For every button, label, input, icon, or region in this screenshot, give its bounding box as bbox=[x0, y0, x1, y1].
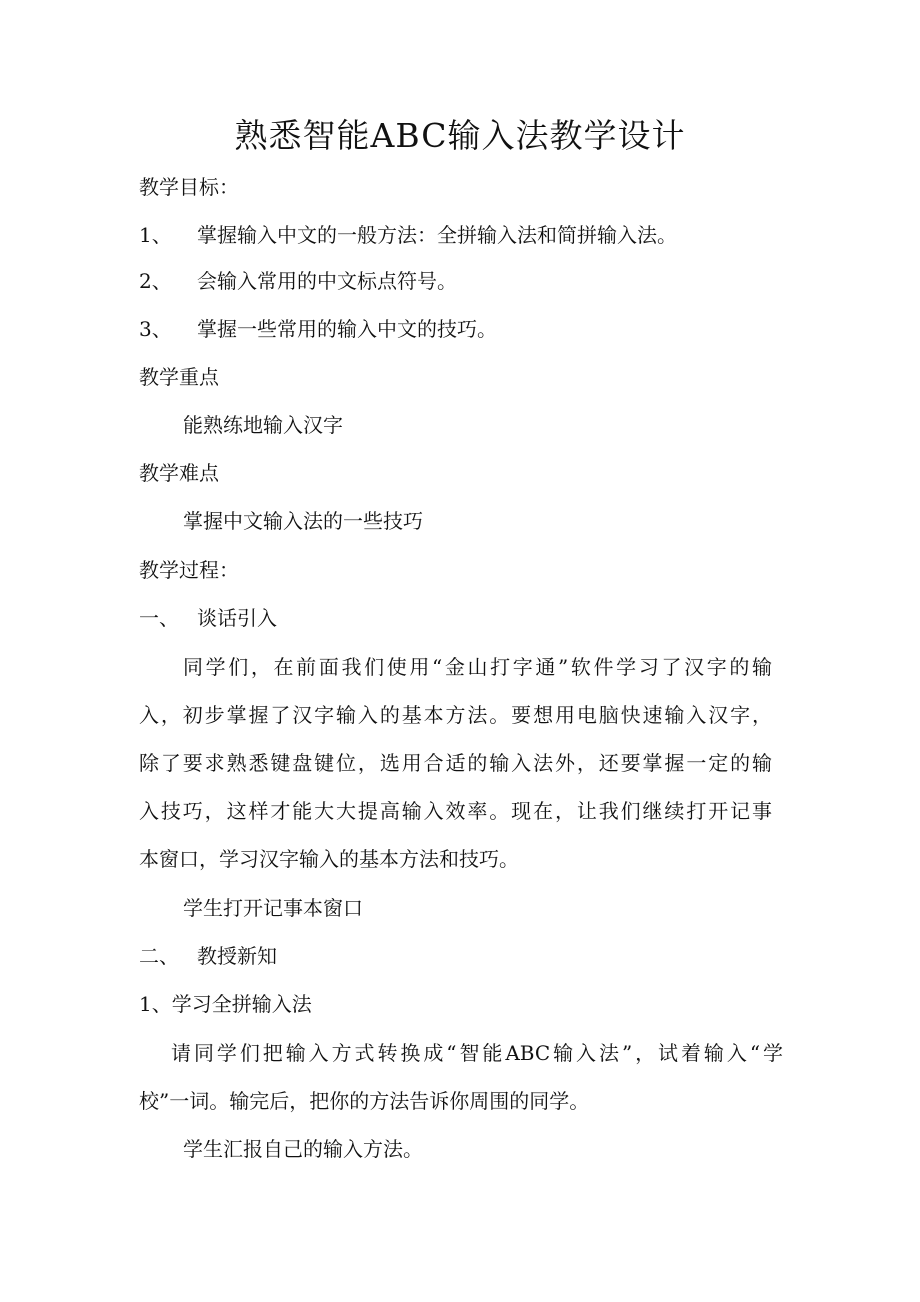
difficulty-text: 掌握中文输入法的一些技巧 bbox=[183, 509, 423, 533]
goal-number: 1、 bbox=[139, 223, 172, 247]
subsection-heading: 1、学习全拼输入法 bbox=[139, 992, 312, 1016]
goal-number: 3、 bbox=[139, 317, 172, 341]
goal-text: 掌握输入中文的一般方法：全拼输入法和简拼输入法。 bbox=[197, 223, 677, 247]
paragraph-line: 校”一词。输完后，把你的方法告诉你周围的同学。 bbox=[139, 1089, 590, 1113]
key-point-text: 能熟练地输入汉字 bbox=[183, 413, 343, 437]
section-number: 一、 bbox=[139, 606, 179, 630]
student-action: 学生打开记事本窗口 bbox=[183, 896, 363, 920]
paragraph-line: 同学们，在前面我们使用“金山打字通”软件学习了汉字的输 bbox=[183, 655, 772, 679]
paragraph-line: 入技巧，这样才能大大提高输入效率。现在，让我们继续打开记事 bbox=[139, 799, 772, 823]
section-number: 二、 bbox=[139, 944, 179, 968]
paragraph-line: 本窗口，学习汉字输入的基本方法和技巧。 bbox=[139, 847, 519, 871]
student-action: 学生汇报自己的输入方法。 bbox=[183, 1137, 423, 1161]
paragraph-line: 请同学们把输入方式转换成“智能ABC输入法”，试着输入“学 bbox=[171, 1041, 783, 1065]
paragraph-line: 入，初步掌握了汉字输入的基本方法。要想用电脑快速输入汉字， bbox=[139, 703, 772, 727]
paragraph-line: 除了要求熟悉键盘键位，选用合适的输入法外，还要掌握一定的输 bbox=[139, 751, 772, 775]
goals-heading: 教学目标： bbox=[139, 175, 239, 199]
goal-item-3 bbox=[139, 314, 497, 344]
section-title: 教授新知 bbox=[197, 944, 277, 968]
goal-number: 2、 bbox=[139, 269, 172, 293]
goal-item-1 bbox=[139, 220, 677, 250]
document-title: 熟悉智能ABC输入法教学设计 bbox=[234, 116, 686, 155]
goal-text: 掌握一些常用的输入中文的技巧。 bbox=[197, 317, 497, 341]
process-heading: 教学过程： bbox=[139, 558, 239, 582]
section-1-heading bbox=[139, 603, 277, 633]
key-point-heading: 教学重点 bbox=[139, 365, 219, 389]
difficulty-heading: 教学难点 bbox=[139, 461, 219, 485]
goal-item-2 bbox=[139, 266, 457, 296]
section-title: 谈话引入 bbox=[197, 606, 277, 630]
section-2-heading bbox=[139, 941, 277, 971]
goal-text: 会输入常用的中文标点符号。 bbox=[197, 269, 457, 293]
